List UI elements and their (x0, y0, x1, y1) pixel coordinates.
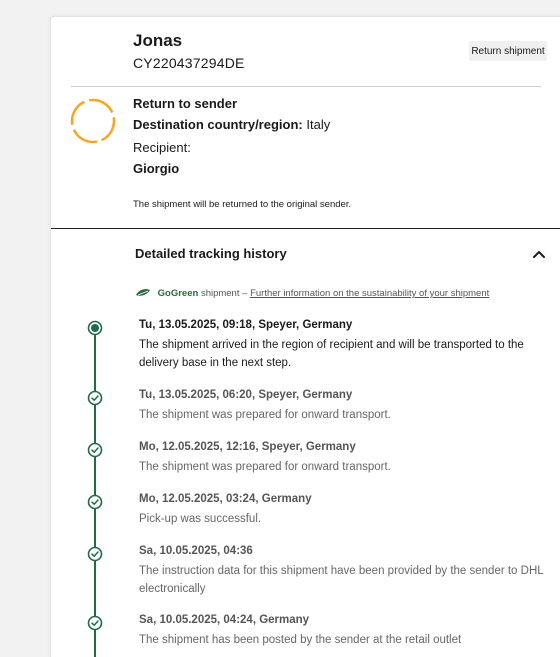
check-circle-icon (87, 390, 103, 406)
check-circle-icon (87, 494, 103, 510)
event-date: Tu, 13.05.2025, 09:18, Speyer, Germany (139, 319, 353, 331)
sustainability-link[interactable]: Further information on the sustainability of your shipment (250, 288, 490, 299)
event-description: Pick-up was successful. (139, 513, 262, 525)
event-description: The instruction data for this shipment have been provided by the sender to DHL electronically (139, 565, 544, 595)
event-date: Mo, 12.05.2025, 12:16, Speyer, Germany (139, 441, 356, 453)
timeline-line (94, 329, 96, 657)
tracking-timeline (51, 17, 560, 657)
event-date: Sa, 10.05.2025, 04:24, Germany (139, 614, 310, 626)
shipment-card (50, 16, 560, 657)
event-description: The shipment arrived in the region of recipient and will be transported to the delivery base in the next step. (139, 339, 524, 369)
event-description: The shipment was prepared for onward transport. (139, 409, 391, 421)
event-date: Mo, 12.05.2025, 03:24, Germany (139, 493, 312, 505)
event-date: Sa, 10.05.2025, 04:36 (139, 545, 253, 557)
check-circle-icon (87, 546, 103, 562)
gogreen-brand: GoGreen (157, 288, 199, 299)
tracking-history-title[interactable]: Detailed tracking history (135, 246, 287, 261)
recipient-label: Recipient: (133, 140, 191, 155)
recipient-header-name: Jonas (133, 31, 183, 50)
tracking-number: CY220437294DE (133, 55, 245, 71)
current-status-dot-icon (87, 320, 103, 336)
return-shipment-button[interactable]: Return shipment (469, 41, 547, 61)
gogreen-text: shipment – (200, 288, 248, 299)
destination-value: Italy (306, 117, 331, 132)
event-date: Tu, 13.05.2025, 06:20, Speyer, Germany (139, 389, 353, 401)
check-circle-icon (87, 615, 103, 631)
status-title: Return to sender (133, 96, 238, 111)
destination-label: Destination country/region: (133, 117, 303, 132)
recipient-name: Giorgio (133, 161, 180, 176)
check-circle-icon (87, 442, 103, 458)
event-description: The shipment was prepared for onward transport. (139, 461, 391, 473)
event-description: The shipment has been posted by the sender at the retail outlet (139, 634, 462, 646)
status-note: The shipment will be returned to the original sender. (133, 199, 352, 210)
